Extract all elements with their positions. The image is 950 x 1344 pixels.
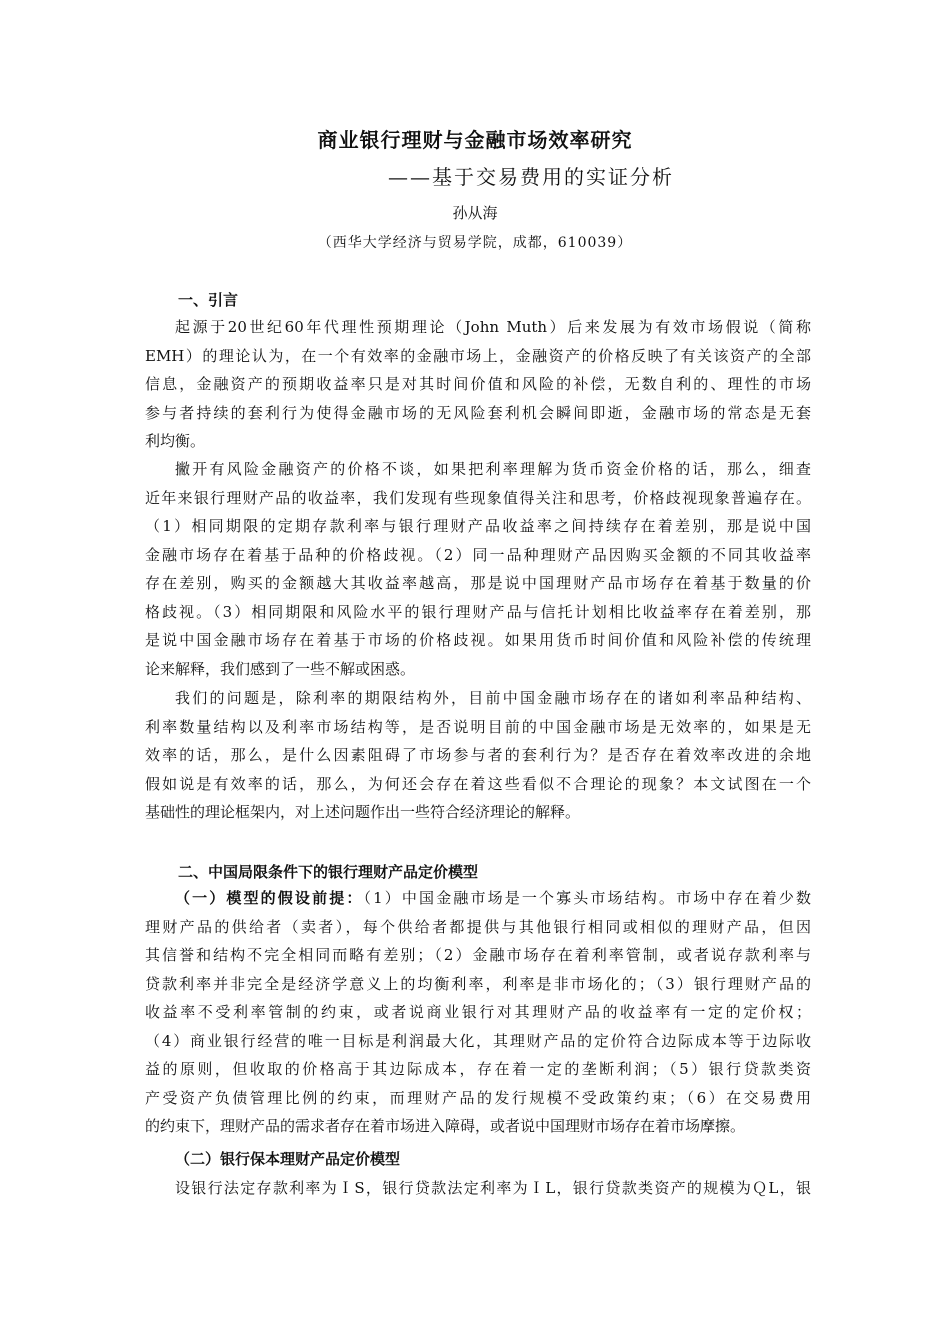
intro-paragraph-3 [145, 684, 811, 827]
text-line: 起源于20世纪60年代理性预期理论（John Muth）后来发展为有效市场假说（简称 [175, 318, 811, 336]
text-line: 理财产品的供给者（卖者），每个供给者都提供与其他银行相同或相似的理财产品，但因 [145, 917, 811, 936]
text-line: 金融市场存在着基于品种的价格歧视。（2）同一品种理财产品因购买金额的不同其收益率 [145, 545, 811, 564]
text-line: 利均衡。 [145, 432, 206, 450]
intro-paragraph-2 [145, 455, 811, 683]
author-affiliation: （西华大学经济与贸易学院，成都，610039） [317, 235, 633, 251]
author-name: 孙从海 [452, 204, 498, 222]
text-line: 利率数量结构以及利率市场结构等，是否说明目前的中国金融市场是无效率的，如果是无 [145, 717, 811, 736]
text-line: 近年来银行理财产品的收益率，我们发现有些现象值得关注和思考，价格歧视现象普遍存在。 [145, 488, 811, 507]
text-line: 信息，金融资产的预期收益率只是对其时间价值和风险的补偿，无数自利的、理性的市场 [145, 375, 811, 393]
assumptions-label: （一）模型的假设前提： [175, 889, 364, 907]
text-line: 贷款利率并非完全是经济学意义上的均衡利率，利率是非市场化的；（3）银行理财产品的 [145, 974, 811, 993]
text-line: 撇开有风险金融资产的价格不谈，如果把利率理解为货币资金价格的话，那么，细查 [175, 460, 811, 478]
text-line: 益的原则，但收取的价格高于其边际成本，存在着一定的垄断利润；（5）银行贷款类资 [145, 1060, 811, 1078]
text-line: （一）模型的假设前提：（1）中国金融市场是一个寡头市场结构。市场中存在着少数 [175, 889, 811, 907]
text-line: 参与者持续的套利行为使得金融市场的无风险套利机会瞬间即逝，金融市场的常态是无套 [145, 403, 811, 422]
text-line: 基础性的理论框架内，对上述问题作出一些符合经济理论的解释。 [145, 803, 581, 821]
text-line: 假如说是有效率的话，那么，为何还会存在着这些看似不合理论的现象？本文试图在一个 [145, 774, 811, 793]
text-line: 论来解释，我们感到了一些不解或困惑。 [145, 659, 416, 678]
text-line: 其信誉和结构不完全相同而略有差别；（2）金融市场存在着利率管制，或者说存款利率与 [145, 946, 811, 964]
text-line: 的约束下，理财产品的需求者存在着市场进入障碍，或者说中国理财市场存在着市场摩擦。 [145, 1117, 746, 1135]
text-line: 产受资产负债管理比例的约束，而理财产品的发行规模不受政策约束；（6）在交易费用 [145, 1088, 811, 1107]
text-line: 我们的问题是，除利率的期限结构外，目前中国金融市场存在的诸如利率品种结构、 [175, 689, 811, 707]
subsection-title: （二）银行保本理财产品定价模型 [175, 1150, 401, 1168]
subsection-heading-pricing [145, 1145, 811, 1174]
intro-paragraph-1 [145, 313, 811, 456]
text-line: （1）相同期限的定期存款利率与银行理财产品收益率之间持续存在着差别，那是说中国 [145, 517, 811, 535]
text-line: 存在差别，购买的金额越大其收益率越高，那是说中国理财产品市场存在着基于数量的价 [145, 574, 811, 592]
text-line: 是说中国金融市场存在着基于市场的价格歧视。如果用货币时间价值和风险补偿的传统理 [145, 631, 811, 649]
text-line: （4）商业银行经营的唯一目标是利润最大化，其理财产品的定价符合边际成本等于边际收 [145, 1031, 811, 1050]
section-heading-pricing-model: 二、中国局限条件下的银行理财产品定价模型 [178, 863, 479, 881]
text-line: 收益率不受利率管制的约束，或者说商业银行对其理财产品的收益率有一定的定价权； [145, 1003, 811, 1021]
text-line: 格歧视。（3）相同期限和风险水平的银行理财产品与信托计划相比收益率存在着差别，那 [145, 602, 811, 621]
text-line: EMH）的理论认为，在一个有效率的金融市场上，金融资产的价格反映了有关该资产的全部 [145, 346, 811, 365]
text-line: 设银行法定存款利率为ＩS，银行贷款法定利率为ＩL，银行贷款类资产的规模为ＱL，银 [175, 1179, 811, 1197]
model-assumptions-paragraph [145, 884, 811, 1141]
section-heading-introduction: 一、引言 [178, 291, 239, 309]
paper-subtitle: ——基于交易费用的实证分析 [388, 165, 674, 189]
paper-title: 商业银行理财与金融市场效率研究 [317, 128, 633, 152]
model-paragraph [145, 1174, 811, 1203]
text-line: 效率的话，那么，是什么因素阻碍了市场参与者的套利行为？是否存在着效率改进的余地 [145, 746, 811, 764]
